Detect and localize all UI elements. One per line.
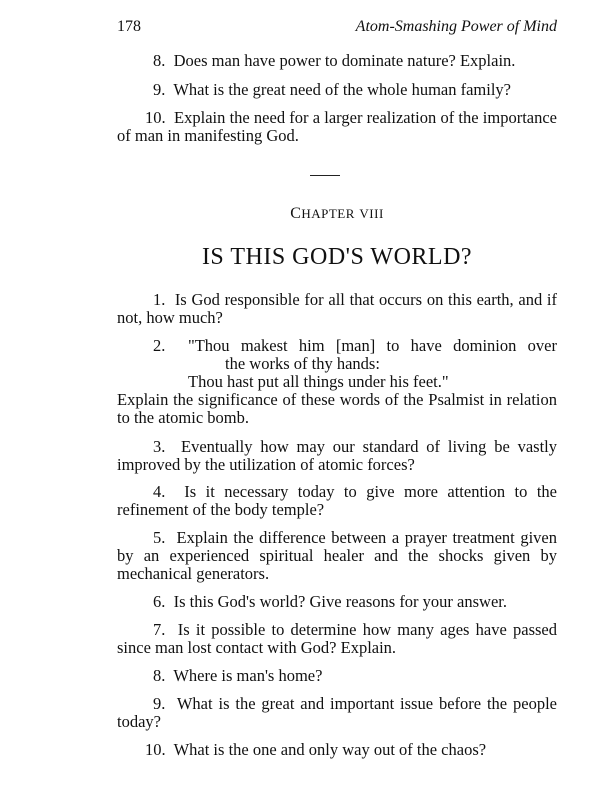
question-number: 6. (153, 592, 166, 611)
question-text: Is it possible to determine how many ages have passed since man lost contact with God? Explain. (117, 620, 558, 657)
question-number: 2. (153, 336, 166, 355)
question-number: 9. (153, 80, 166, 99)
question-text: Eventually how may our standard of living be vastly improved by the utilization of atomic forces? (117, 437, 557, 474)
question-text: Explain the need for a larger realization of the importance of man in manifesting God. (117, 108, 558, 145)
section-divider (310, 175, 340, 176)
question-9 (117, 695, 557, 731)
question-1 (117, 291, 557, 327)
question-6 (117, 593, 557, 611)
page-number: 178 (117, 18, 141, 35)
prev-question-8 (117, 52, 557, 70)
question-number: 8. (153, 666, 166, 685)
chapter-label (117, 204, 557, 224)
question-2-quote-line-1 (153, 337, 557, 355)
chapter-label-rest: HAPTER (301, 206, 355, 221)
question-text: Where is man's home? (173, 666, 323, 685)
page-header (117, 17, 557, 37)
question-2-quote-line-2: the works of thy hands: (225, 354, 380, 373)
chapter-label-first: C (290, 205, 302, 222)
question-text: What is the one and only way out of the chaos? (173, 740, 487, 759)
chapter-title: IS THIS GOD'S WORLD? (201, 244, 473, 270)
question-number: 10. (145, 740, 166, 759)
question-number: 1. (153, 290, 166, 309)
question-3 (117, 438, 557, 474)
question-10 (117, 741, 557, 759)
question-number: 7. (153, 620, 166, 639)
question-number: 3. (153, 437, 166, 456)
question-text: Is this God's world? Give reasons for your answer. (173, 592, 507, 611)
question-text: Does man have power to dominate nature? Explain. (173, 51, 516, 70)
question-8 (117, 667, 557, 685)
question-text: Explain the difference between a prayer treatment given by an experienced spiritual healer and the shocks given by mechanical generators. (117, 528, 557, 583)
question-text: Is it necessary today to give more attention to the refinement of the body temple? (117, 482, 557, 519)
question-text: What is the great and important issue before the people today? (117, 694, 557, 731)
running-title: Atom-Smashing Power of Mind (355, 18, 557, 35)
prev-question-9 (117, 81, 557, 99)
page-column (117, 0, 557, 779)
question-number: 5. (153, 528, 166, 547)
question-number: 4. (153, 482, 166, 501)
question-text: Is God responsible for all that occurs on this earth, and if not, how much? (117, 290, 558, 327)
question-7 (117, 621, 557, 657)
question-text: What is the great need of the whole human family? (173, 80, 511, 99)
question-number: 10. (145, 108, 166, 127)
chapter-numeral: VIII (359, 206, 384, 221)
question-2-text: Explain the significance of these words of the Psalmist in relation to the atomic bomb. (117, 390, 557, 427)
question-5 (117, 529, 557, 583)
question-number: 8. (153, 51, 166, 70)
question-number: 9. (153, 694, 166, 713)
quote-text: "Thou makest him [man] to have dominion over (187, 336, 558, 355)
question-4 (117, 483, 557, 519)
prev-question-10 (117, 109, 557, 145)
question-2-quote-line-3: Thou hast put all things under his feet." (188, 372, 449, 391)
